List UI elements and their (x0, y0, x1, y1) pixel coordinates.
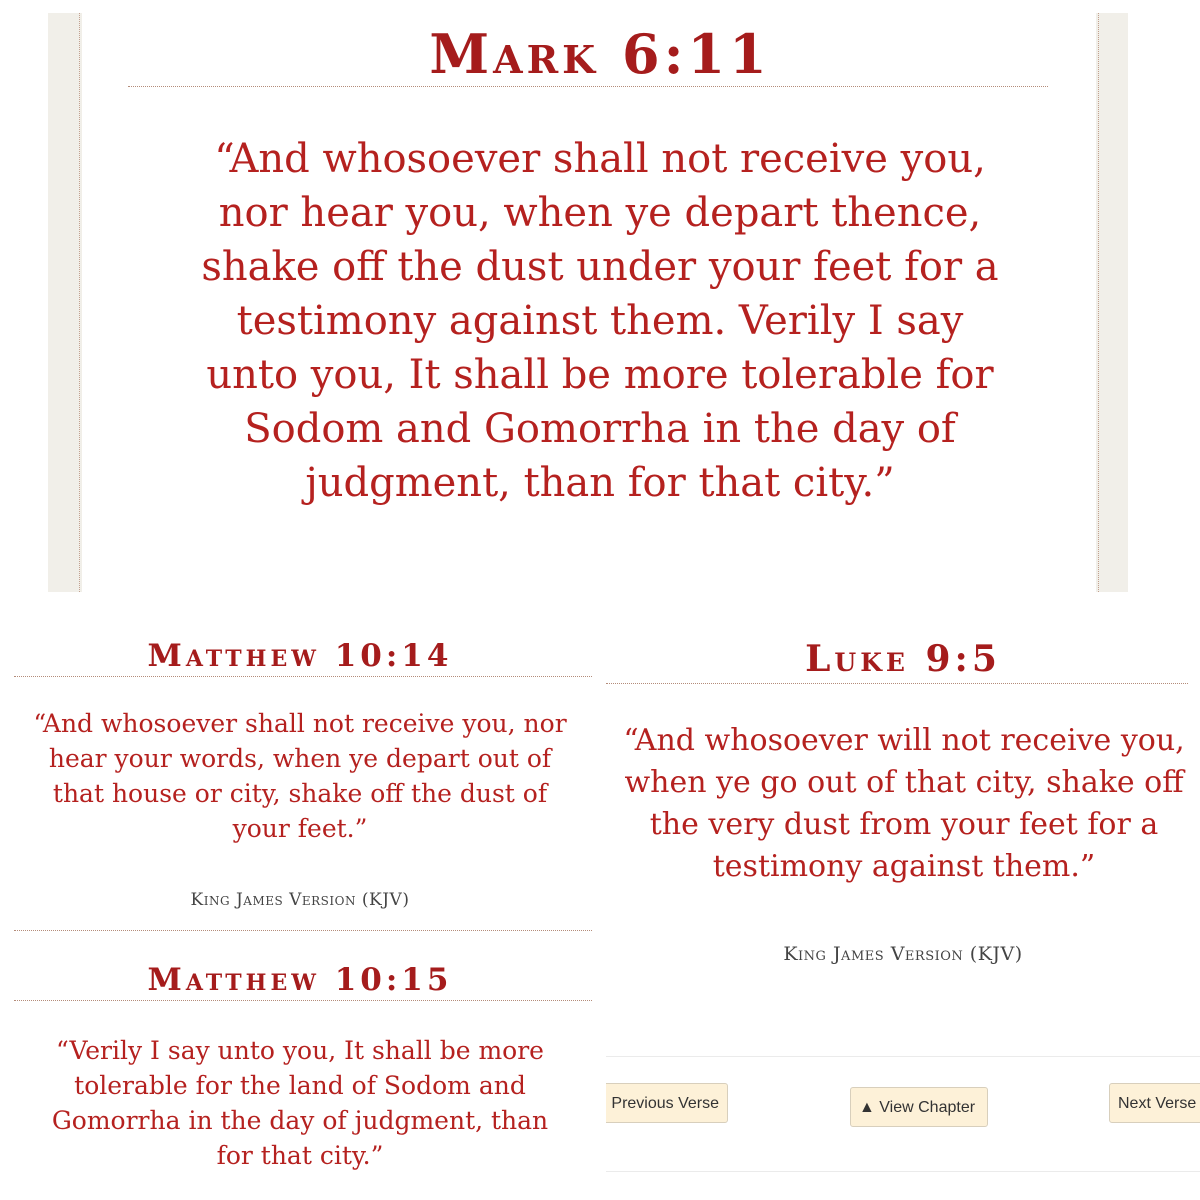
verse-reference-title: Matthew 10:15 (147, 962, 453, 998)
right-margin-strip (1096, 13, 1128, 592)
version-label: King James Version (KJV) (190, 890, 410, 910)
left-margin-strip (48, 13, 82, 592)
verse-quote: “And whosoever will not receive you, when ye go out of that city, shake off the very dust from your feet for a testimony against them.” (623, 723, 1185, 884)
verse-quote: “Verily I say unto you, It shall be more tolerable for the land of Sodom and Gomorrha in the day of judgment, than for that city.” (51, 1036, 549, 1170)
verse-reference-title: Matthew 10:14 (147, 638, 453, 674)
version-label: King James Version (KJV) (783, 943, 1023, 965)
matthew-verses-panel (0, 600, 600, 1200)
title-divider (14, 1000, 592, 1001)
section-divider (14, 930, 592, 931)
title-divider (606, 683, 1188, 684)
verse-quote: “And whosoever shall not receive you, nor hear your words, when ye depart out of that house or city, shake off the dust of your feet.” (33, 709, 567, 843)
verse-navigation (606, 1056, 1200, 1172)
verse-quote: “And whosoever shall not receive you, nor hear you, when ye depart thence, shake off the dust under your feet for a testimony against them. Verily I say unto you, It shall be more tolerable for Sodom and Gomorrha in the day of judgment, than for that city.” (201, 136, 999, 506)
title-divider (128, 86, 1048, 87)
title-divider (14, 676, 592, 677)
verse-reference-title: Luke 9:5 (805, 638, 1001, 680)
verse-reference-title: Mark 6:11 (429, 22, 771, 86)
next-verse-button[interactable]: Next Verse (1109, 1083, 1200, 1123)
mark-verse-panel (0, 0, 1200, 592)
luke-verse-panel (606, 600, 1200, 1200)
previous-verse-button[interactable]: Previous Verse (606, 1083, 728, 1123)
view-chapter-button[interactable]: ▲ View Chapter (850, 1087, 988, 1127)
